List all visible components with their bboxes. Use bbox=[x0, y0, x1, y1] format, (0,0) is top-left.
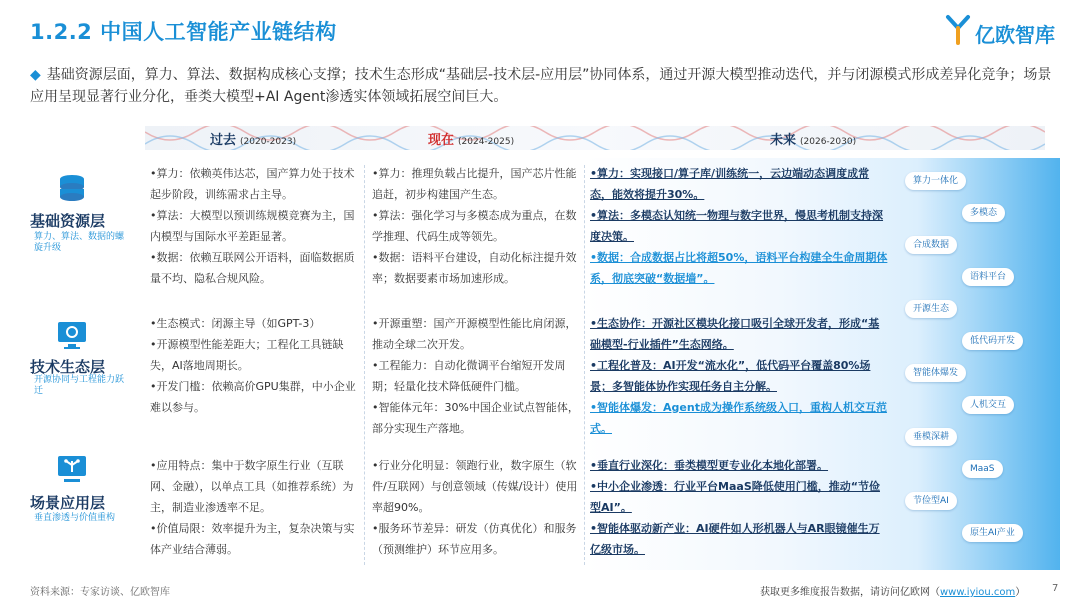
tag-pill: 智能体爆发 bbox=[905, 364, 966, 382]
footer-more-info bbox=[760, 583, 1025, 598]
period-future bbox=[770, 129, 856, 149]
brand-name: 亿欧智库 bbox=[975, 23, 1055, 47]
layer-title-infra: 基础资源层 bbox=[30, 212, 106, 230]
period-now bbox=[428, 129, 514, 149]
logo-icon bbox=[945, 14, 971, 46]
period-past-years: (2020-2023) bbox=[240, 137, 297, 147]
tag-pill: 语料平台 bbox=[962, 268, 1014, 286]
layer-title-app: 场景应用层 bbox=[30, 494, 106, 512]
period-past-label: 过去 bbox=[210, 133, 237, 148]
period-now-years: (2024-2025) bbox=[458, 137, 515, 147]
tag-pill: 人机交互 bbox=[962, 396, 1014, 414]
tag-pill: 合成数据 bbox=[905, 236, 957, 254]
brand-logo bbox=[945, 14, 1060, 50]
tag-pill: 垂模深耕 bbox=[905, 428, 957, 446]
period-past bbox=[210, 129, 296, 149]
future-tech-line: •工程化普及：AI开发“流水化”，低代码平台覆盖80%场景；多智能体协作实现任务自主分解。 bbox=[590, 359, 871, 393]
monitor-icon bbox=[55, 318, 89, 352]
tag-pill: 节俭型AI bbox=[905, 492, 957, 510]
tag-pill: 开源生态 bbox=[905, 300, 957, 318]
footer-more-text: 获取更多维度报告数据，请访问亿欧网（ bbox=[760, 587, 940, 598]
now-app-text: •行业分化明显：领跑行业，数字原生（软件/互联网）与创意领域（传媒/设计）使用率超90%。 •服务环节差异：研发（仿真优化）和服务（预测维护）环节应用多。 bbox=[372, 459, 578, 556]
layer-subtitle-tech: 开源协同与工程能力跃迁 bbox=[34, 375, 125, 396]
past-app-text: •应用特点：集中于数字原生行业（互联网、金融），以单点工具（如推荐系统）为主，制造业渗透率不足。 •价值局限：效率提升为主，复杂决策与实体产业结合薄弱。 bbox=[150, 459, 355, 556]
source-note: 资料来源：专家访谈、亿欧智库 bbox=[30, 587, 170, 598]
tag-pill: 算力一体化 bbox=[905, 172, 966, 190]
future-tech-line: •智能体爆发：Agent成为操作系统级入口，重构人机交互范式。 bbox=[590, 401, 887, 435]
future-app-line: •智能体驱动新产业：AI硬件如人形机器人与AR眼镜催生万亿级市场。 bbox=[590, 522, 880, 556]
period-now-label: 现在 bbox=[428, 133, 455, 148]
diamond-bullet-icon: ◆ bbox=[30, 67, 41, 83]
now-tech-text: •开源重塑：国产开源模型性能比肩闭源，推动全球二次开发。 •工程能力：自动化微调平台缩短开发周期；轻量化技术降低硬件门槛。 •智能体元年：30%中国企业试点智能体，部分实现生产落地。 bbox=[372, 317, 579, 435]
circuit-tree-icon bbox=[55, 452, 89, 486]
page-number: 7 bbox=[1052, 583, 1059, 594]
layer-title-tech: 技术生态层 bbox=[30, 358, 106, 376]
tag-pill: MaaS bbox=[962, 460, 1003, 478]
future-infra-line: •数据：合成数据占比将超50%，语料平台构建全生命周期体系，彻底突破“数据墙”。 bbox=[590, 251, 888, 285]
page-title: 1.2.2 中国人工智能产业链结构 bbox=[30, 20, 337, 44]
future-tech-line: •生态协作：开源社区模块化接口吸引全球开发者，形成“基础模型-行业插件”生态网络。 bbox=[590, 317, 880, 351]
tag-pill: 原生AI产业 bbox=[962, 524, 1023, 542]
tag-pill: 低代码开发 bbox=[962, 332, 1023, 350]
future-infra-line: •算力：实现接口/算子库/训练统一，云边端动态调度成常态，能效将提升30%。 bbox=[590, 167, 870, 201]
period-future-years: (2026-2030) bbox=[800, 137, 857, 147]
past-infra-text: •算力：依赖英伟达芯，国产算力处于技术起步阶段，训练需求占主导。 •算法：大模型以预训练规模竞赛为主，国内模型与国际水平差距显著。 •数据：依赖互联网公开语料，面临数据质量不均、隐私合规风险。 bbox=[150, 167, 355, 285]
summary-body: 基础资源层面，算力、算法、数据构成核心支撑；技术生态形成“基础层-技术层-应用层”协同体系，通过开源大模型推动迭代，并与闭源模式形成差异化竞争；场景应用呈现显著行业分化，垂类大模型+AI Agent渗透实体领域拓展空间巨大。 bbox=[30, 67, 1052, 105]
period-future-label: 未来 bbox=[770, 133, 797, 148]
website-link[interactable]: www.iyiou.com bbox=[940, 587, 1016, 598]
footer-close: ） bbox=[1015, 587, 1026, 598]
layer-subtitle-app: 垂直渗透与价值重构 bbox=[34, 513, 116, 523]
summary-text bbox=[30, 64, 1060, 108]
future-infra-line: •算法：多模态认知统一物理与数字世界，慢思考机制支持深度决策。 bbox=[590, 209, 884, 243]
future-app-line: •中小企业渗透：行业平台MaaS降低使用门槛，推动“节俭型AI”。 bbox=[590, 480, 880, 514]
layer-subtitle-infra: 算力、算法、数据的螺旋升级 bbox=[34, 232, 125, 253]
database-icon bbox=[55, 172, 89, 206]
future-app-line: •垂直行业深化：垂类模型更专业化本地化部署。 bbox=[590, 459, 829, 472]
column-divider bbox=[584, 165, 585, 565]
column-divider bbox=[364, 165, 365, 565]
now-infra-text: •算力：推理负载占比提升，国产芯片性能追赶，初步构建国产生态。 •算法：强化学习与多模态成为重点，在数学推理、代码生成等领先。 •数据：语料平台建设，自动化标注提升效率；数据要素市场加速形成。 bbox=[372, 167, 577, 285]
tag-pill: 多模态 bbox=[962, 204, 1005, 222]
past-tech-text: •生态模式：闭源主导（如GPT-3） •开源模型性能差距大；工程化工具链缺失，AI落地周期长。 •开发门槛：依赖高价GPU集群，中小企业难以参与。 bbox=[150, 317, 356, 414]
